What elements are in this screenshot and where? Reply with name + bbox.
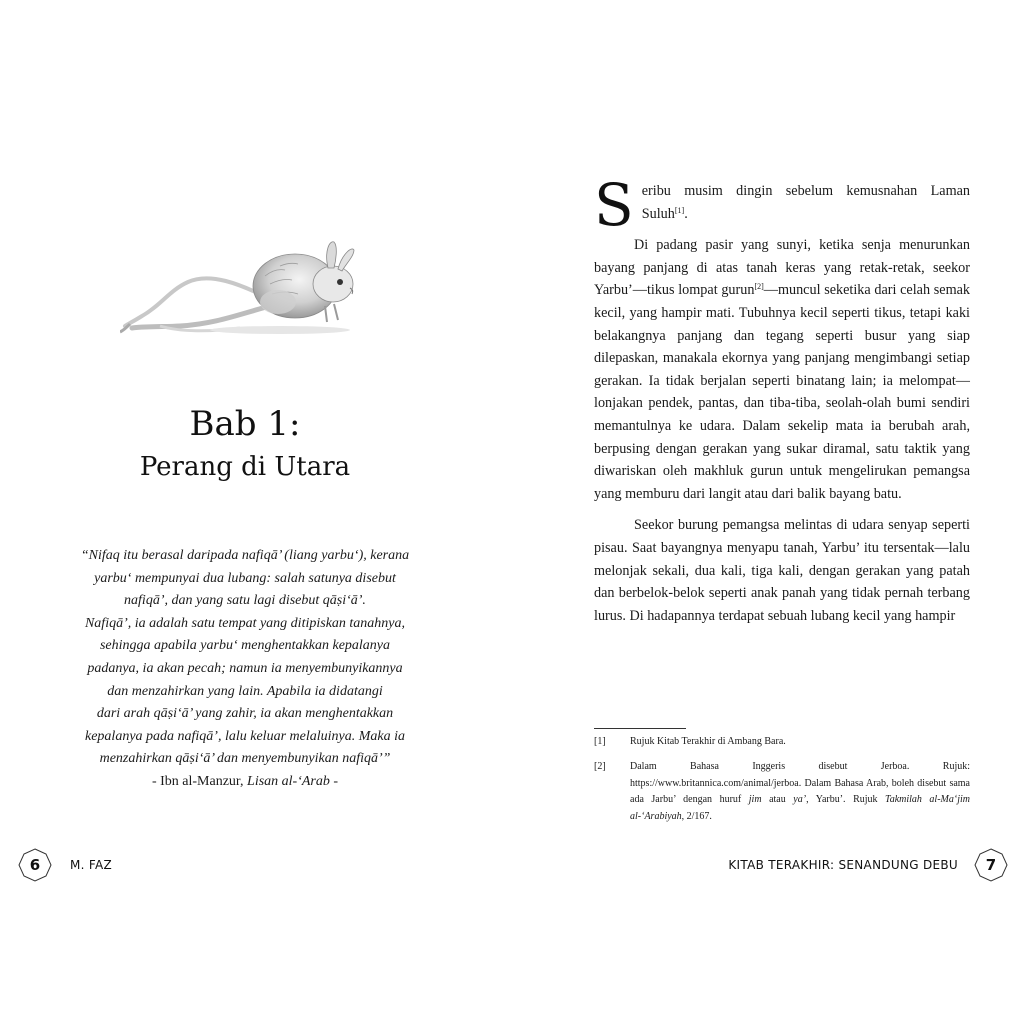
epigraph-line: kepalanya pada nafiqā’, lalu keluar melaluinya. Maka ia — [85, 728, 405, 744]
running-head-title: KITAB TERAKHIR: SENANDUNG DEBU — [728, 858, 958, 872]
chapter-number: Bab 1: — [189, 404, 301, 444]
right-footer — [712, 848, 1008, 882]
epigraph-line: menzahirkan qāṣi‘ā’ dan menyembunyikan nafiqā’” — [99, 751, 391, 767]
page-number-badge — [18, 848, 52, 882]
epigraph — [50, 545, 440, 794]
footnote-number: [2] — [594, 761, 606, 772]
paragraph: Di padang pasir yang sunyi, ketika senja menurunkan bayang panjang di atas tanah keras yang retak-retak, seekor Yarbu’—tikus lompat gurun[2]—muncul seketika dari celah semak kecil, yang hampir mati. Tubuhnya kecil seperti tikus, tetapi kaki belakangnya panjang dan tegang seperti busur yang siap dilepaskan, manakala ekornya yang panjang mengimbangi setiap gerakan. Ia tidak berjalan seperti binatang lain; ia melompat—lonjakan pendek, pantas, dan tiba-tiba, seolah-olah bumi sendiri memantulnya ke udara. Dalam sekelip mata ia berubah arah, berpusing dengan gerakan yang sukar diramal, satu taktik yang diwariskan oleh makhluk gurun untuk mengelirukan pemangsa yang memburu dari langit atau dari balik bayang batu. — [594, 237, 970, 502]
chapter-title: Perang di Utara — [139, 452, 351, 482]
paragraph: Seribu musim dingin sebelum kemusnahan Laman Suluh[1]. — [594, 171, 970, 239]
page-number-badge — [974, 848, 1008, 882]
right-page — [512, 0, 1024, 1024]
footnote — [594, 734, 970, 751]
epigraph-attribution: - Ibn al-Manzur, Lisan al-‘Arab - — [151, 773, 339, 789]
footnote-number: [1] — [594, 736, 606, 747]
attribution-work: Lisan al-‘Arab — [247, 773, 330, 789]
left-footer — [18, 848, 218, 882]
epigraph-line: nafiqā’, dan yang satu lagi disebut qāṣi‘ā’. — [124, 593, 366, 609]
epigraph-line: “Nifaq itu berasal daripada nafiqā’ (liang yarbu‘), kerana — [80, 548, 410, 563]
page-number: 6 — [29, 856, 41, 874]
epigraph-line: dari arah qāṣi‘ā’ yang zahir, ia akan menghentakkan — [96, 706, 394, 722]
footnote — [594, 759, 970, 825]
drop-cap: S — [594, 171, 634, 239]
footnote-text: Dalam Bahasa Inggeris disebut Jerboa. Rujuk: https://www.britannica.com/animal/jerboa. Dalam Bahasa Arab, boleh disebut sama ada Jarbu’ dengan huruf jim atau ya’, Yarbu’. Rujuk Takmilah al-Ma‘jim al-‘Arabiyah, 2/167. — [630, 761, 970, 822]
page-number: 7 — [985, 856, 997, 874]
paragraph: Seekor burung pemangsa melintas di udara senyap seperti pisau. Saat bayangnya menyapu tanah, Yarbu’ itu tersentak—lalu melonjak sekali, dua kali, tiga kali, dengan gerakan yang patah dan berbelok-belok seperti anak panah yang tidak pernah terbang lurus. Di hadapannya terdapat sebuah lubang kecil yang hampir — [594, 517, 970, 624]
footnote-ref[interactable]: [2] — [754, 282, 764, 292]
epigraph-line: sehingga apabila yarbu‘ menghentakkan kepalanya — [99, 638, 391, 654]
epigraph-line: dan menzahirkan yang lain. Apabila ia didatangi — [107, 683, 383, 699]
running-head-author: M. FAZ — [70, 858, 113, 872]
jerboa-illustration — [120, 236, 370, 346]
body-text — [594, 171, 970, 627]
epigraph-line: yarbu‘ mempunyai dua lubang: salah satunya disebut — [94, 570, 396, 586]
footnote-text: Rujuk Kitab Terakhir di Ambang Bara. — [630, 736, 786, 747]
footnote-rule — [594, 728, 686, 729]
footnote-ref[interactable]: [1] — [674, 205, 685, 215]
epigraph-line: Nafiqā’, ia adalah satu tempat yang ditipiskan tanahnya, — [84, 615, 406, 631]
epigraph-line: padanya, ia akan pecah; namun ia menyembunyikannya — [87, 660, 403, 676]
